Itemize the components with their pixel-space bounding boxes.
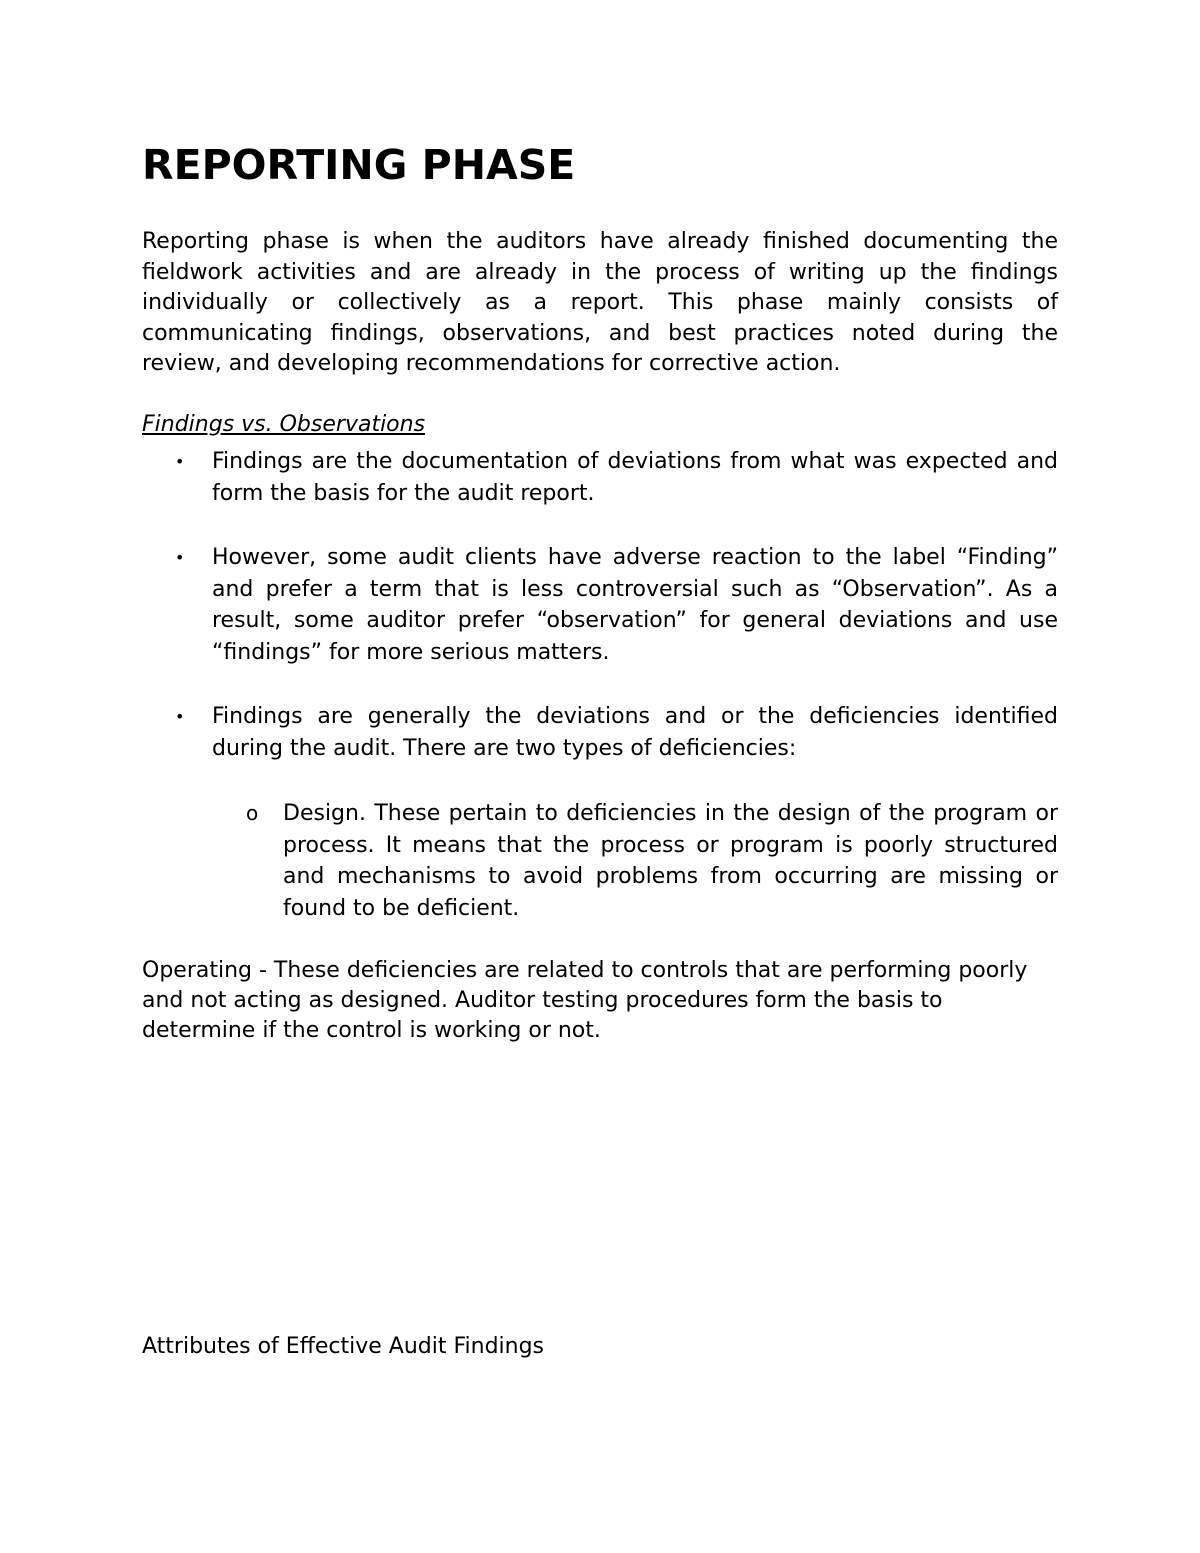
bullet-icon: • [175,548,185,567]
section-subheading: Findings vs. Observations [142,412,426,437]
bullet-icon: • [175,707,185,726]
deficiency-sub-list [212,798,1058,924]
list-item [142,701,1058,924]
sub-list-item-text: Design. These pertain to deficiencies in the design of the program or process. It means that the process or program is poorly structured and mechanisms to avoid problems from occurring are missing or found to be deficient. [283,801,1058,921]
sub-list-item [212,798,1058,924]
findings-bullet-list [142,446,1058,957]
list-item [142,446,1058,509]
intro-paragraph: Reporting phase is when the auditors have already finished documenting the fieldwork activities and are already in the process of writing up the findings individually or collectively as a report. This phase mainly consists of communicating findings, observations, and best practices noted during the review, and developing recommendations for corrective action. [142,229,1058,376]
circle-bullet-icon: o [246,801,259,825]
list-item-text: However, some audit clients have adverse reaction to the label “Finding” and prefer a term that is less controversial such as “Observation”. As a result, some auditor prefer “observation” for general deviations and use “findings” for more serious matters. [212,545,1058,665]
operating-paragraph: Operating - These deficiencies are related to controls that are performing poorly and not acting as designed. Auditor testing procedures form the basis to determine if the control is working or not. [142,958,1028,1043]
attributes-heading: Attributes of Effective Audit Findings [142,1334,545,1359]
bullet-icon: • [175,452,185,471]
list-item-text: Findings are the documentation of deviations from what was expected and form the basis for the audit report. [212,449,1058,506]
list-item [142,542,1058,668]
list-item-text: Findings are generally the deviations and or the deficiencies identified during the audit. There are two types of deficiencies: [212,704,1058,761]
page-title: REPORTING PHASE [142,141,576,189]
